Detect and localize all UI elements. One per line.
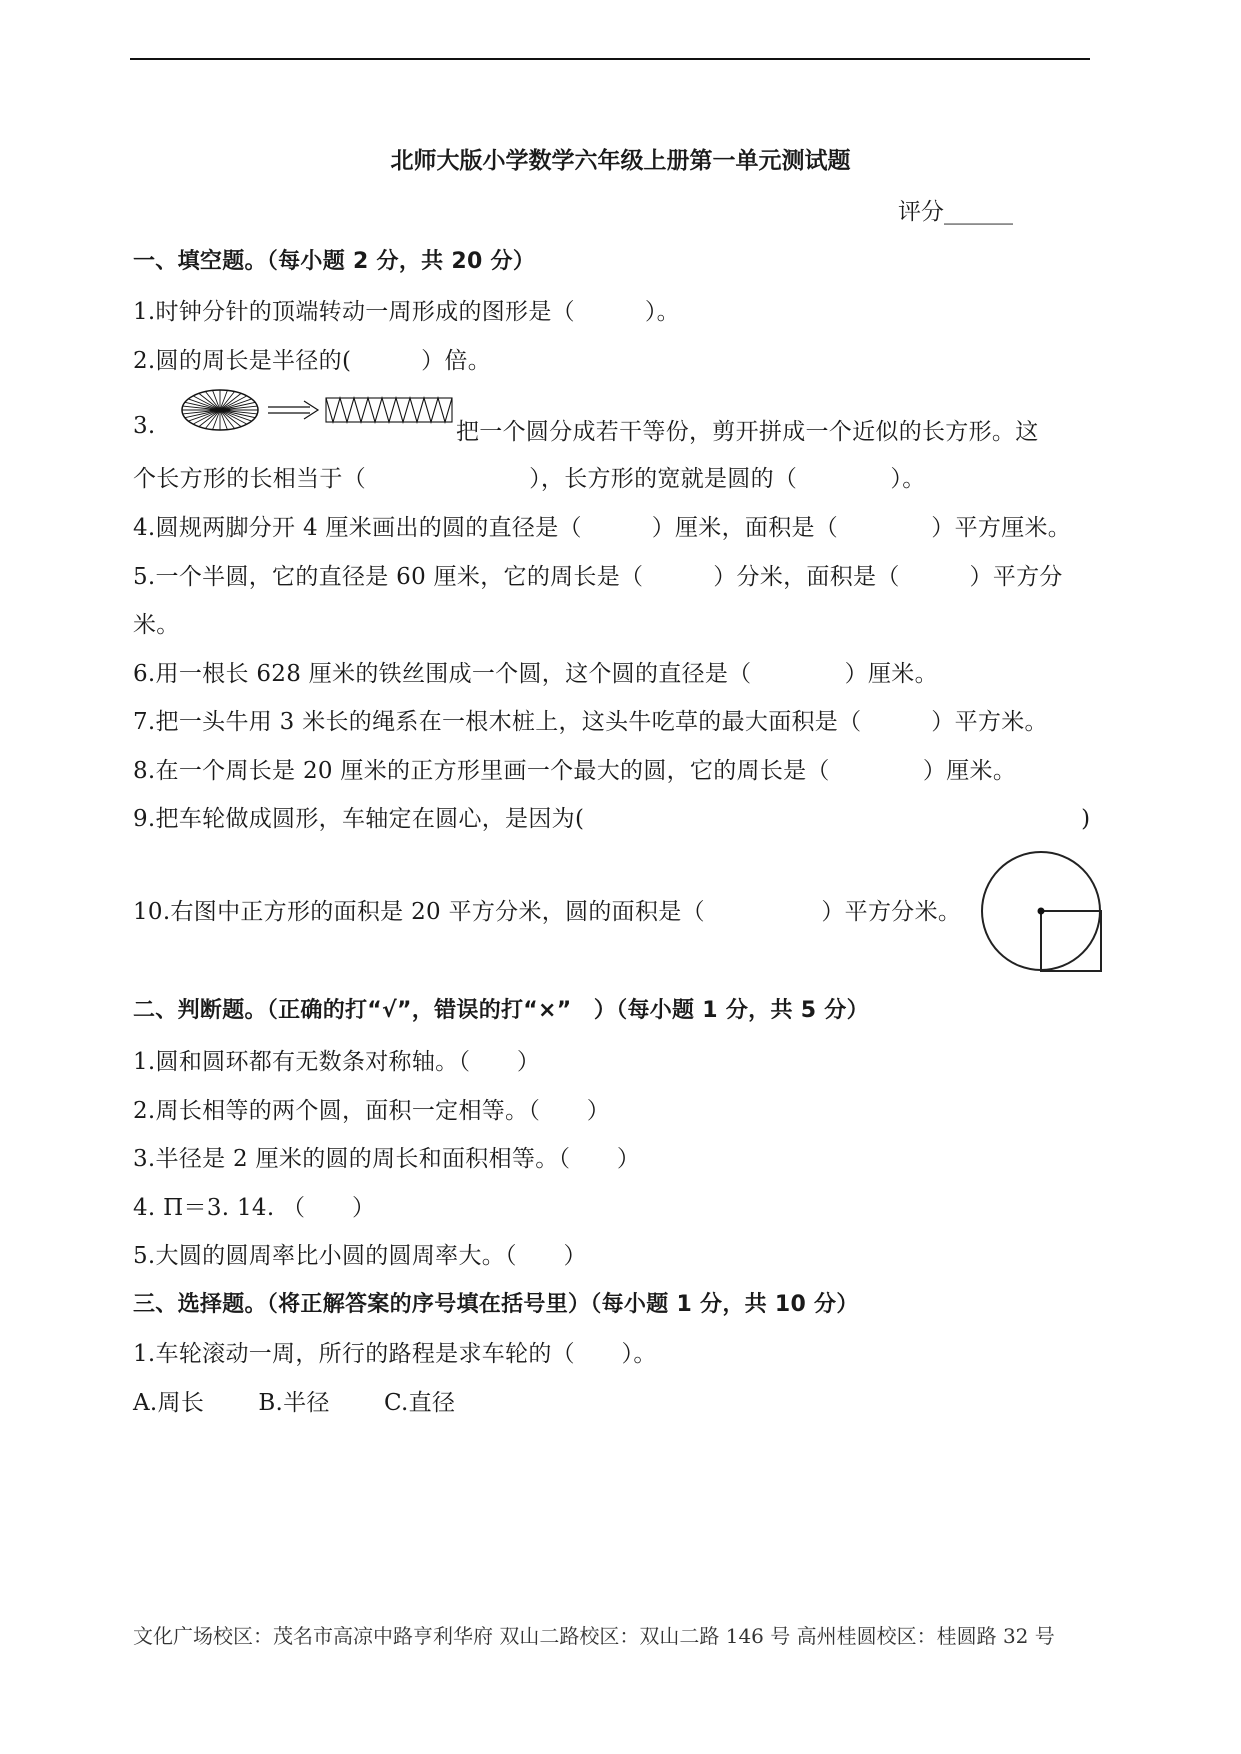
- s2-question-4: 4. Π＝3. 14. （ ）: [133, 1195, 376, 1221]
- s2-question-5: 5.大圆的圆周率比小圆的圆周率大。（ ）: [133, 1243, 587, 1269]
- circle-to-rectangle-figure: [180, 386, 460, 436]
- center-dot-icon: [1038, 908, 1045, 915]
- s1-question-5-b: 米。: [133, 612, 180, 638]
- s1-question-5-a: 5.一个半圆，它的直径是 60 厘米，它的周长是（ ）分米，面积是（ ）平方分: [133, 564, 1063, 590]
- s2-question-1: 1.圆和圆环都有无数条对称轴。（ ）: [133, 1049, 541, 1075]
- divided-circle-icon: [182, 390, 258, 430]
- s2-question-2: 2.周长相等的两个圆，面积一定相等。（ ）: [133, 1098, 611, 1124]
- s3-question-1-options: A.周长 B.半径 C.直径: [133, 1390, 456, 1416]
- arrow-icon: [268, 401, 318, 419]
- footer-address: 文化广场校区：茂名市高凉中路亨利华府 双山二路校区：双山二路 146 号 高州桂圆校区：桂圆路 32 号: [133, 1624, 1055, 1648]
- score-field: 评分______: [898, 199, 1013, 225]
- section3-heading: 三、选择题。（将正解答案的序号填在括号里）（每小题 1 分，共 10 分）: [133, 1292, 859, 1317]
- header-rule: [130, 58, 1090, 60]
- s1-question-3-number: 3.: [133, 413, 156, 439]
- s1-question-3-text-a: 把一个圆分成若干等份，剪开拼成一个近似的长方形。这: [456, 419, 1039, 445]
- s1-question-10: 10.右图中正方形的面积是 20 平方分米，圆的面积是（ ）平方分米。: [133, 899, 962, 925]
- page-title: 北师大版小学数学六年级上册第一单元测试题: [390, 148, 851, 174]
- circle-square-figure: [980, 850, 1106, 976]
- s1-question-7: 7.把一头牛用 3 米长的绳系在一根木桩上，这头牛吃草的最大面积是（ ）平方米。: [133, 709, 1048, 735]
- s1-question-9: 9.把车轮做成圆形，车轴定在圆心，是因为( ): [133, 806, 1091, 832]
- s1-question-1: 1.时钟分针的顶端转动一周形成的图形是（ ）。: [133, 299, 680, 325]
- s3-question-1: 1.车轮滚动一周，所行的路程是求车轮的（ ）。: [133, 1341, 657, 1367]
- s1-question-3-text-b: 个长方形的长相当于（ ），长方形的宽就是圆的（ ）。: [133, 466, 926, 492]
- s2-question-3: 3.半径是 2 厘米的圆的周长和面积相等。（ ）: [133, 1146, 641, 1172]
- section2-heading: 二、判断题。（正确的打“√”，错误的打“×” ）（每小题 1 分，共 5 分）: [133, 998, 869, 1023]
- s1-question-2: 2.圆的周长是半径的( ）倍。: [133, 348, 492, 374]
- rectangle-strips-icon: [326, 398, 452, 422]
- section1-heading: 一、填空题。（每小题 2 分，共 20 分）: [133, 249, 536, 274]
- s1-question-6: 6.用一根长 628 厘米的铁丝围成一个圆，这个圆的直径是（ ）厘米。: [133, 661, 938, 687]
- s1-question-8: 8.在一个周长是 20 厘米的正方形里画一个最大的圆，它的周长是（ ）厘米。: [133, 758, 1017, 784]
- s1-question-4: 4.圆规两脚分开 4 厘米画出的圆的直径是（ ）厘米，面积是（ ）平方厘米。: [133, 515, 1072, 541]
